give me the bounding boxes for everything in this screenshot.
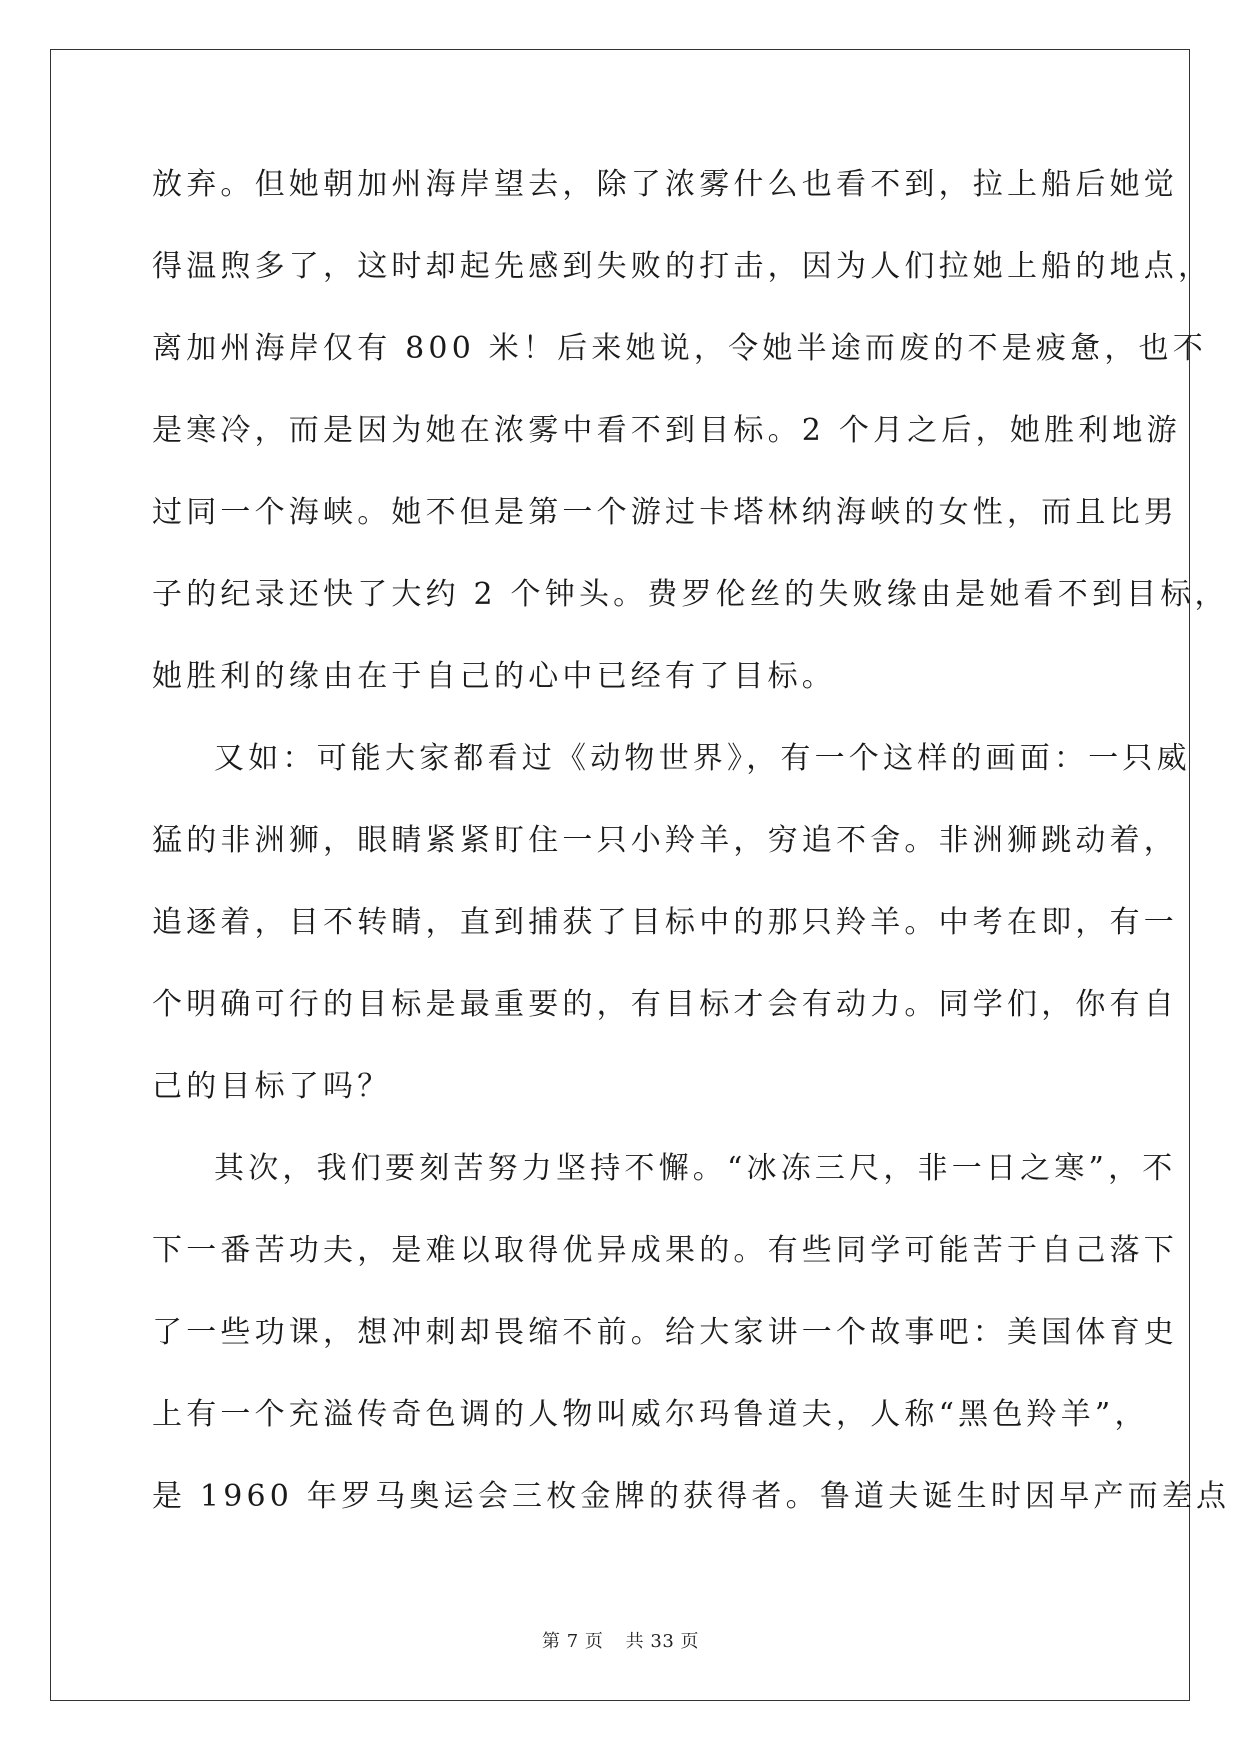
text-line: 上有一个充溢传奇色调的人物叫威尔玛鲁道夫，人称“黑色羚羊”， bbox=[152, 1397, 1149, 1432]
page-total: 共 33 页 bbox=[625, 1631, 699, 1652]
paragraph-start-line: 又如：可能大家都看过《动物世界》，有一个这样的画面：一只威 bbox=[214, 741, 1191, 776]
page-footer bbox=[0, 1627, 1241, 1653]
text-line: 下一番苦功夫，是难以取得优异成果的。有些同学可能苦于自己落下 bbox=[152, 1233, 1178, 1268]
paragraph-start-line: 其次，我们要刻苦努力坚持不懈。“冰冻三尺，非一日之寒”，不 bbox=[214, 1151, 1177, 1186]
text-line: 追逐着，目不转睛，直到捕获了目标中的那只羚羊。中考在即，有一 bbox=[152, 905, 1178, 940]
text-line: 放弃。但她朝加州海岸望去，除了浓雾什么也看不到，拉上船后她觉 bbox=[152, 167, 1178, 202]
text-line: 得温煦多了，这时却起先感到失败的打击，因为人们拉她上船的地点， bbox=[152, 249, 1213, 284]
page-number: 第 7 页 bbox=[542, 1631, 604, 1652]
text-line: 子的纪录还快了大约 2 个钟头。费罗伦丝的失败缘由是她看不到目标， bbox=[152, 577, 1229, 612]
body-text bbox=[152, 162, 1231, 1556]
text-line: 过同一个海峡。她不但是第一个游过卡塔林纳海峡的女性，而且比男 bbox=[152, 495, 1178, 530]
text-line: 离加州海岸仅有 800 米！后来她说，令她半途而废的不是疲惫，也不 bbox=[152, 331, 1207, 366]
text-line: 是寒冷，而是因为她在浓雾中看不到目标。2 个月之后，她胜利地游 bbox=[152, 413, 1181, 448]
text-line: 她胜利的缘由在于自己的心中已经有了目标。 bbox=[152, 659, 836, 694]
text-line: 己的目标了吗？ bbox=[152, 1069, 392, 1104]
text-line: 了一些功课，想冲刺却畏缩不前。给大家讲一个故事吧：美国体育史 bbox=[152, 1315, 1178, 1350]
text-line: 个明确可行的目标是最重要的，有目标才会有动力。同学们，你有自 bbox=[152, 987, 1178, 1022]
text-line: 猛的非洲狮，眼睛紧紧盯住一只小羚羊，穷追不舍。非洲狮跳动着， bbox=[152, 823, 1178, 858]
text-line: 是 1960 年罗马奥运会三枚金牌的获得者。鲁道夫诞生时因早产而差点 bbox=[152, 1479, 1231, 1514]
